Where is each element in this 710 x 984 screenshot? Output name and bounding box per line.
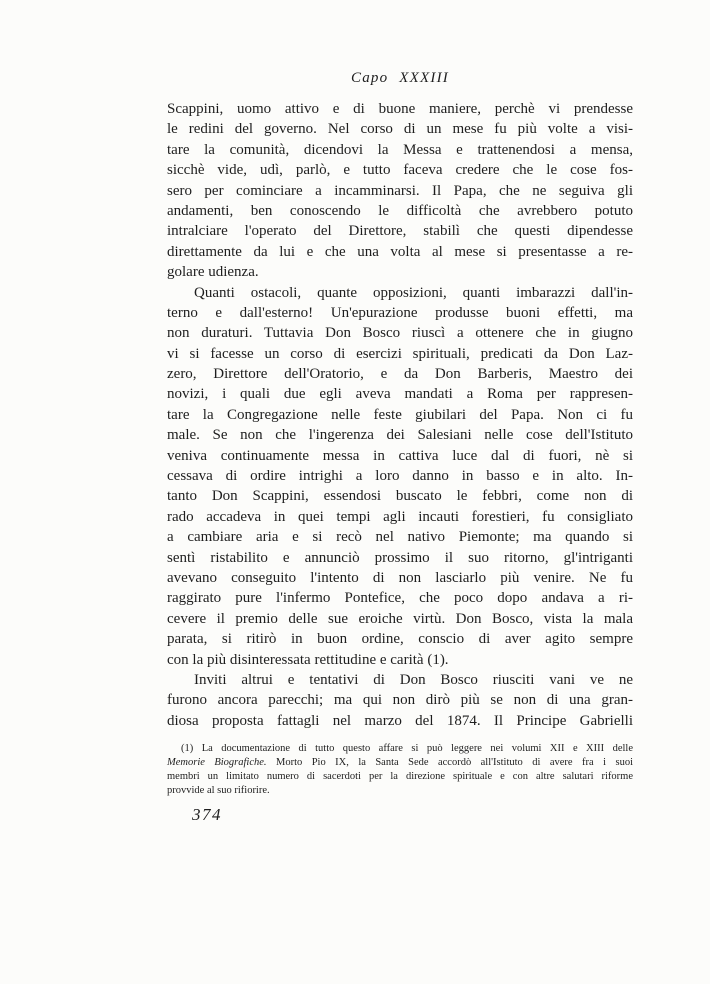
text-line: direttamente da lui e che una volta al mese si presentasse a re- — [167, 243, 633, 260]
text-line: veniva continuamente messa in cattiva luce dal di fuori, nè si — [167, 447, 633, 464]
text-line: intralciare l'operato del Direttore, stabilì che questi dipendesse — [167, 223, 633, 240]
text-line: male. Se non che l'ingerenza dei Salesiani nelle cose dell'Istituto — [167, 427, 633, 444]
text-line: non duraturi. Tuttavia Don Bosco riuscì a ottenere che in giugno — [167, 325, 633, 342]
text-line: zero, Direttore dell'Oratorio, e da Don Barberis, Maestro dei — [167, 366, 633, 383]
text-line: terno e dall'esterno! Un'epurazione produsse buoni effetti, ma — [167, 304, 633, 321]
text-line: sentì ristabilito e annunciò prossimo il suo ritorno, gl'intriganti — [167, 549, 633, 566]
footnote-line: (1) La documentazione di tutto questo affare si può leggere nei volumi XII e XIII delle — [181, 743, 633, 754]
footnote-work-title: Memorie Biografiche. — [167, 756, 267, 768]
text-line: avevano conseguito l'intento di non lasciarlo più venire. Ne fu — [167, 569, 633, 586]
text-line: novizi, i quali due egli aveva mandati a Roma per rappresen- — [167, 386, 633, 403]
text-line: andamenti, ben conoscendo le difficoltà che avrebbero potuto — [167, 202, 633, 219]
text-line: le redini del governo. Nel corso di un mese fu più volte a visi- — [167, 121, 633, 138]
paragraph — [167, 670, 633, 731]
paragraph — [167, 99, 633, 283]
text-line: sicchè vide, udì, parlò, e tutto faceva credere che le cose fos- — [167, 162, 633, 179]
text-line: rado accadeva in quei tempi agli incauti forestieri, fu consigliato — [167, 508, 633, 525]
chapter-heading: Capo XXXIII — [351, 70, 449, 86]
body-text — [167, 99, 633, 731]
text-line: parata, si ritirò in buon ordine, conscio di aver agito sempre — [167, 631, 633, 648]
text-line: tare la comunità, dicendovi la Messa e trattenendosi a mensa, — [167, 141, 633, 158]
footnote-line: provvide al suo rifiorire. — [167, 784, 270, 796]
text-line: cessava di ordire intrighi a loro danno in basso e in alto. In- — [167, 468, 633, 485]
text-line: vi si facesse un corso di esercizi spirituali, predicati da Don Laz- — [167, 345, 633, 362]
text-line: a cambiare aria e si recò nel nativo Piemonte; ma quando si — [167, 529, 633, 546]
footnote-line: membri un limitato numero di sacerdoti per la direzione spirituale e con altre salutari riforme — [167, 770, 633, 782]
text-line: tare la Congregazione nelle feste giubilari del Papa. Non ci fu — [167, 406, 633, 423]
text-line: tanto Don Scappini, essendosi buscato le febbri, come non di — [167, 488, 633, 505]
text-line: cevere il premio delle sue eroiche virtù. Don Bosco, vista la mala — [167, 610, 633, 627]
text-line: raggirato pure l'infermo Pontefice, che poco dopo andava a ri- — [167, 590, 633, 607]
page-number: 374 — [192, 805, 222, 824]
text-line: sero per cominciare a incamminarsi. Il Papa, che ne seguiva gli — [167, 182, 633, 199]
text-line: Quanti ostacoli, quante opposizioni, quanti imbarazzi dall'in- — [194, 284, 633, 301]
paragraph — [167, 283, 633, 670]
text-line: Scappini, uomo attivo e di buone maniere, perchè vi prendesse — [167, 101, 633, 117]
text-line: golare udienza. — [167, 264, 259, 281]
text-line: furono ancora parecchi; ma qui non dirò più se non di una gran- — [167, 692, 633, 709]
footnote-line: Memorie Biografiche. Morto Pio IX, la Santa Sede accordò all'Istituto di avere fra i suoi — [167, 756, 633, 768]
text-line: diosa proposta fattagli nel marzo del 1874. Il Principe Gabrielli — [167, 712, 633, 729]
text-line: Inviti altrui e tentativi di Don Bosco riusciti vani ve ne — [194, 671, 633, 688]
footnote — [167, 742, 633, 798]
text-line: con la più disinteressata rettitudine e carità (1). — [167, 651, 449, 668]
